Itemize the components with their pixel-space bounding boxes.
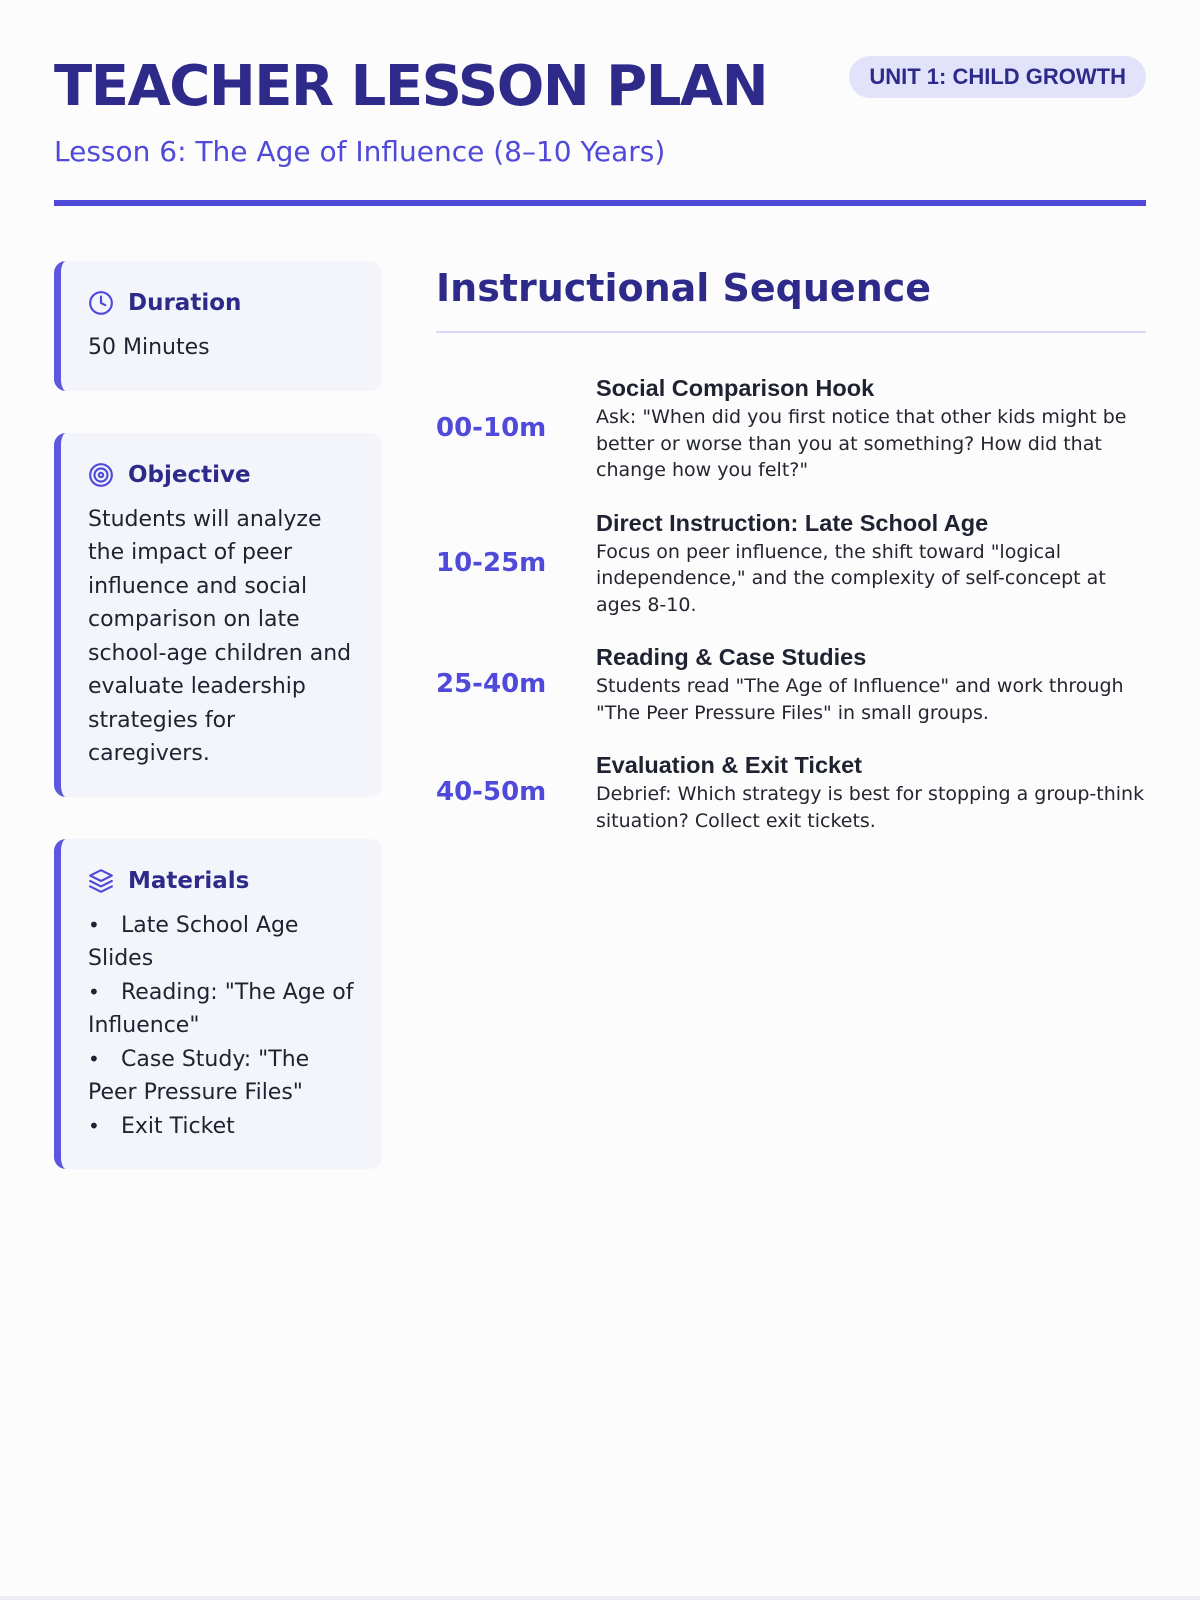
sequence-item xyxy=(436,508,1146,619)
sequence-description: Focus on peer influence, the shift toward "logical independence," and the complexity of self-concept at ages 8-10. xyxy=(596,540,1106,616)
materials-card-header xyxy=(88,865,356,897)
objective-text: Students will analyze the impact of peer influence and social comparison on late school-age children and evaluate leadership strategies for caregivers. xyxy=(88,506,352,766)
layers-icon xyxy=(88,868,114,894)
materials-item: • Late School Age Slides xyxy=(88,909,356,976)
unit-badge: UNIT 1: CHILD GROWTH xyxy=(849,56,1146,98)
sequence-content xyxy=(596,373,1146,484)
materials-item: • Reading: "The Age of Influence" xyxy=(88,976,356,1043)
sequence-title: Direct Instruction: Late School Age xyxy=(596,509,989,536)
instructional-sequence xyxy=(436,261,1146,1211)
page-title: TEACHER LESSON PLAN xyxy=(54,54,768,119)
materials-list xyxy=(88,909,356,1144)
sequence-time: 40-50m xyxy=(436,777,547,807)
sequence-item xyxy=(436,642,1146,726)
duration-title: Duration xyxy=(128,290,242,316)
sequence-description: Ask: "When did you first notice that other kids might be better or worse than you at something? How did that change how you felt?" xyxy=(596,406,1127,481)
sequence-title: Reading & Case Studies xyxy=(596,644,867,670)
objective-card-header xyxy=(88,459,356,491)
duration-card-header xyxy=(88,287,356,319)
sequence-time: 25-40m xyxy=(436,669,547,699)
target-icon xyxy=(88,462,114,488)
sequence-item xyxy=(436,373,1146,484)
page-footer-band xyxy=(0,1596,1200,1600)
clock-icon xyxy=(88,290,114,316)
page-header xyxy=(54,0,1146,208)
materials-title: Materials xyxy=(128,867,250,894)
sequence-content xyxy=(596,750,1146,834)
lesson-subtitle: Lesson 6: The Age of Influence (8–10 Years) xyxy=(54,135,666,168)
section-divider xyxy=(436,331,1146,333)
sequence-item xyxy=(436,750,1146,834)
content-columns xyxy=(54,261,1146,1211)
sequence-title: Social Comparison Hook xyxy=(596,375,875,401)
section-title: Instructional Sequence xyxy=(436,266,932,310)
materials-card xyxy=(54,839,382,1170)
sequence-list xyxy=(436,373,1146,834)
objective-card xyxy=(54,433,382,797)
materials-item: • Case Study: "The Peer Pressure Files" xyxy=(88,1043,356,1110)
materials-item: • Exit Ticket xyxy=(88,1110,356,1144)
sequence-content xyxy=(596,642,1146,726)
sequence-time: 00-10m xyxy=(436,413,547,444)
header-divider xyxy=(54,200,1146,206)
duration-card xyxy=(54,261,382,391)
sequence-content xyxy=(596,508,1146,619)
objective-title: Objective xyxy=(128,461,251,488)
sidebar xyxy=(54,261,382,1211)
sequence-description: Debrief: Which strategy is best for stopping a group-think situation? Collect exit tickets. xyxy=(596,783,1145,832)
sequence-title: Evaluation & Exit Ticket xyxy=(596,752,862,778)
sequence-description: Students read "The Age of Influence" and work through "The Peer Pressure Files" in small groups. xyxy=(596,675,1124,724)
duration-value: 50 Minutes xyxy=(88,335,210,360)
sequence-time: 10-25m xyxy=(436,547,547,578)
